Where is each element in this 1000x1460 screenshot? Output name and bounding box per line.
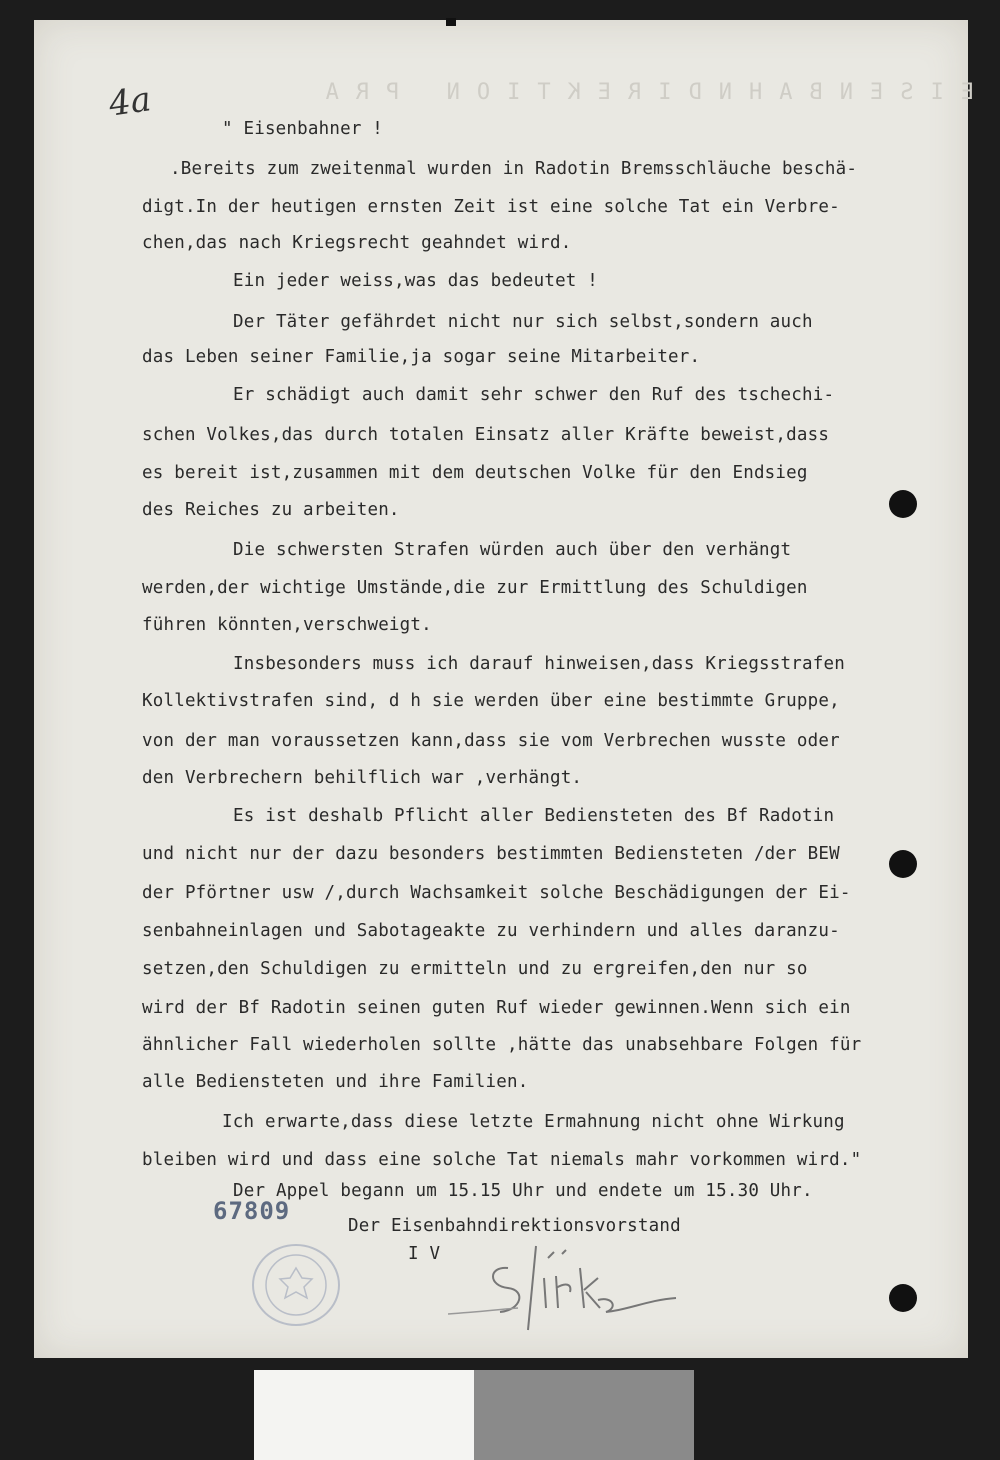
text-line: setzen,den Schuldigen zu ermitteln und zu ergreifen,den nur so — [142, 959, 808, 979]
text-line: alle Bediensteten und ihre Familien. — [142, 1072, 529, 1092]
text-line: Die schwersten Strafen würden auch über den verhängt — [233, 540, 792, 560]
handwritten-signature — [448, 1238, 688, 1338]
text-line: Es ist deshalb Pflicht aller Bediensteten des Bf Radotin — [233, 806, 835, 826]
punch-hole — [889, 490, 917, 518]
letterhead-bleed-through: EISENBAHNDIREKTION PRA — [308, 80, 974, 105]
text-line: des Reiches zu arbeiten. — [142, 500, 400, 520]
text-line: den Verbrechern behilflich war ,verhängt. — [142, 768, 583, 788]
binding-mark — [446, 18, 456, 26]
text-line: " Eisenbahner ! — [222, 119, 384, 139]
text-line: führen könnten,verschweigt. — [142, 615, 432, 635]
text-line: .Bereits zum zweitenmal wurden in Radotin Bremsschläuche beschä- — [170, 159, 858, 179]
text-line: Der Täter gefährdet nicht nur sich selbst,sondern auch — [233, 312, 813, 332]
text-line: werden,der wichtige Umstände,die zur Ermittlung des Schuldigen — [142, 578, 808, 598]
text-line: schen Volkes,das durch totalen Einsatz aller Kräfte beweist,dass — [142, 425, 830, 445]
text-line: senbahneinlagen und Sabotageakte zu verhindern und alles daranzu- — [142, 921, 840, 941]
text-line: Er schädigt auch damit sehr schwer den Ruf des tschechi- — [233, 385, 835, 405]
text-line: das Leben seiner Familie,ja sogar seine Mitarbeiter. — [142, 347, 701, 367]
text-line: es bereit ist,zusammen mit dem deutschen Volke für den Endsieg — [142, 463, 808, 483]
punch-hole — [889, 1284, 917, 1312]
text-line: Kollektivstrafen sind, d h sie werden über eine bestimmte Gruppe, — [142, 691, 840, 711]
text-line: Der Appel begann um 15.15 Uhr und endete um 15.30 Uhr. — [233, 1181, 813, 1201]
archive-stamp-number: 67809 — [213, 1197, 291, 1225]
handwritten-folio-number: 4a — [106, 79, 154, 125]
text-line: und nicht nur der dazu besonders bestimmten Bediensteten /der BEW — [142, 844, 840, 864]
text-line: chen,das nach Kriegsrecht geahndet wird. — [142, 233, 572, 253]
official-seal-stamp — [252, 1244, 340, 1326]
text-line: Ein jeder weiss,was das bedeutet ! — [233, 271, 599, 291]
text-line: von der man voraussetzen kann,dass sie vom Verbrechen wusste oder — [142, 731, 840, 751]
text-line: ähnlicher Fall wiederholen sollte ,hätte das unabsehbare Folgen für — [142, 1035, 862, 1055]
calibration-patch-white — [254, 1370, 474, 1460]
signatory-proxy: I V — [408, 1244, 441, 1264]
calibration-patch-gray — [474, 1370, 694, 1460]
signatory-title: Der Eisenbahndirektionsvorstand — [348, 1216, 681, 1236]
text-line: Insbesonders muss ich darauf hinweisen,dass Kriegsstrafen — [233, 654, 845, 674]
text-line: bleiben wird und dass eine solche Tat niemals mahr vorkommen wird." — [142, 1150, 862, 1170]
text-line: digt.In der heutigen ernsten Zeit ist eine solche Tat ein Verbre- — [142, 197, 840, 217]
punch-hole — [889, 850, 917, 878]
text-line: Ich erwarte,dass diese letzte Ermahnung nicht ohne Wirkung — [222, 1112, 845, 1132]
text-line: der Pförtner usw /,durch Wachsamkeit solche Beschädigungen der Ei- — [142, 883, 851, 903]
text-line: wird der Bf Radotin seinen guten Ruf wieder gewinnen.Wenn sich ein — [142, 998, 851, 1018]
